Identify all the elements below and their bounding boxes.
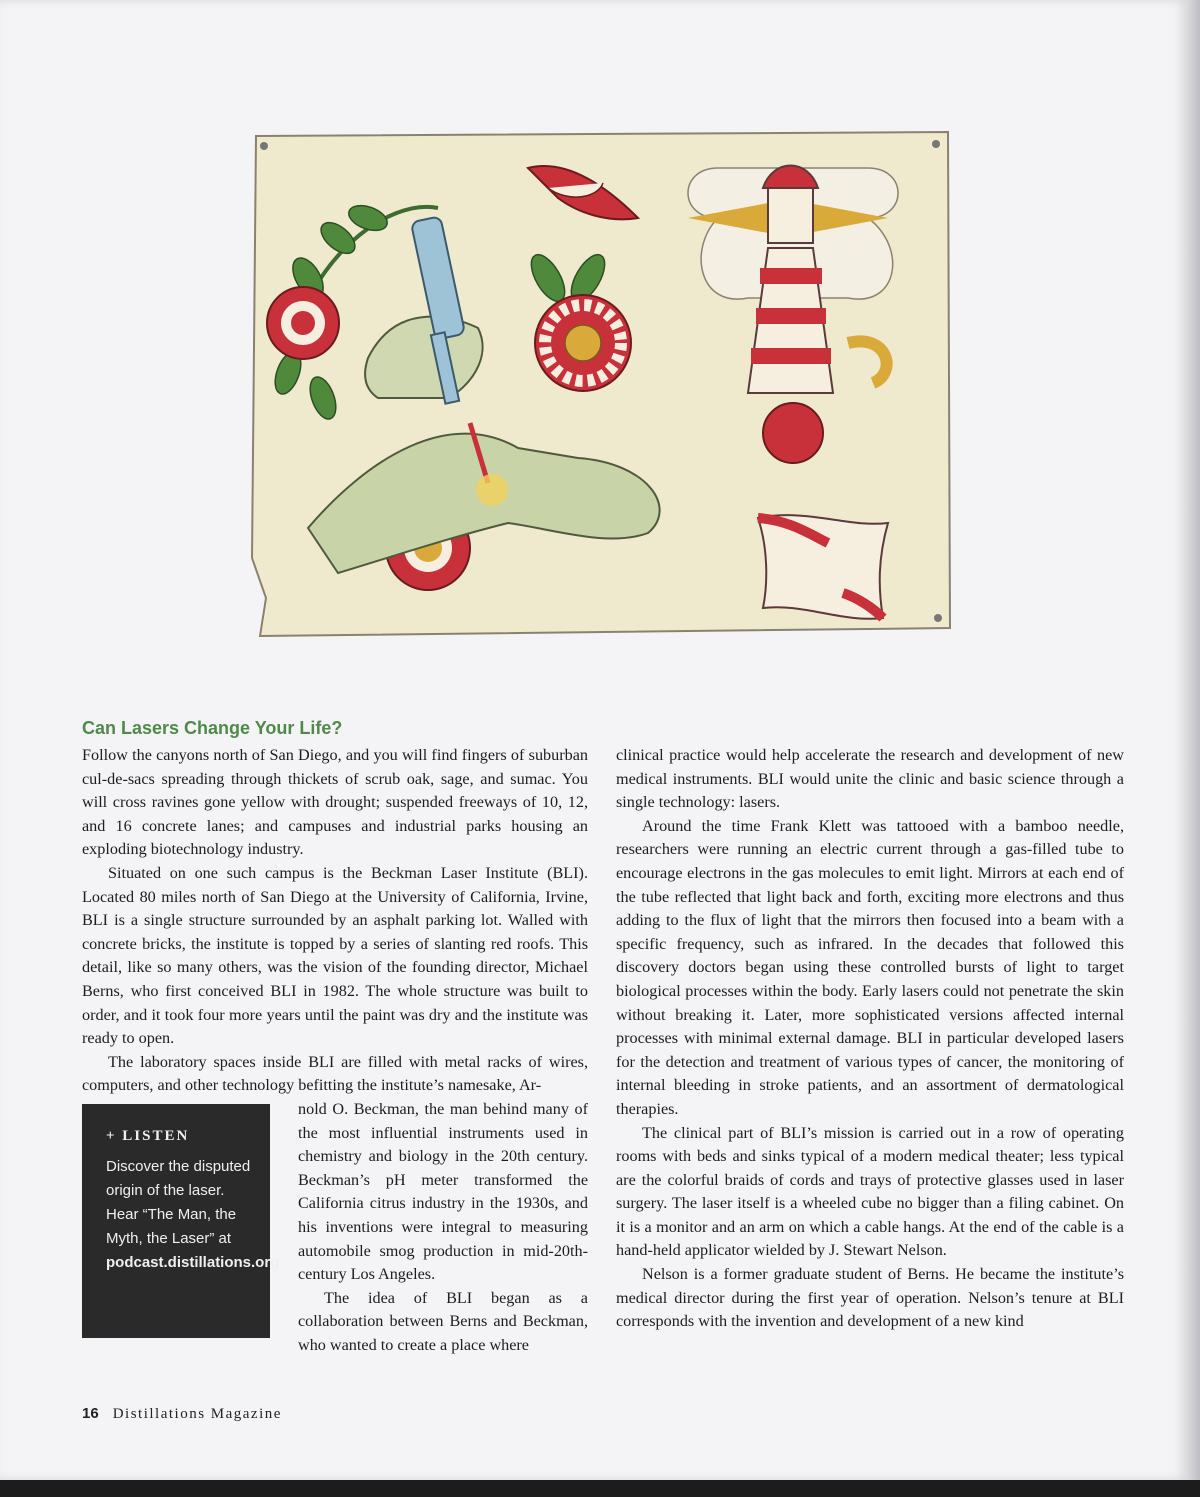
magazine-name: Distillations Magazine — [112, 1406, 282, 1422]
paragraph: Follow the canyons north of San Diego, and you will find fingers of suburban cul-de-sacs spreading through thickets of scrub oak, sage, and sumac. You will cross ravines gone yellow with drought; suspended freeways of 10, 12, and 16 concrete lanes; and campuses and industrial parks housing an exploding biotechnology industry. — [82, 746, 588, 859]
article-column-left — [82, 744, 588, 1098]
page-footer — [82, 1405, 282, 1423]
podcast-link[interactable]: podcast.distillations.org — [106, 1254, 280, 1271]
listen-text: Discover the disputed origin of the laser. Hear “The Man, the Myth, the Laser” at — [106, 1158, 251, 1247]
article-heading: Can Lasers Change Your Life? — [82, 718, 343, 738]
paragraph: Around the time Frank Klett was tattooed with a bamboo needle, researchers were running an electric current through a gas-filled tube to encourage electrons in the gas molecules to emit light. Mirrors at each end of the tube reflected that light back and forth, exciting more electrons and thus adding to the flux of light that the mirrors then focused into a beam with a specific frequency, such as infrared. In the decades that followed this discovery doctors began using these controlled bursts of light to target biological processes within the body. Early lasers could not penetrate the skin without breaking it. Later, more sophisticated versions affected internal processes with minimal external damage. BLI in particular developed lasers for the detection and treatment of various types of cancer, the monitoring of internal bleeding in stroke patients, and an assortment of dermatological therapies. — [616, 816, 1124, 1118]
left-flower — [267, 287, 339, 359]
paragraph: The idea of BLI began as a collaboration between Berns and Beckman, who wanted to create a place where — [298, 1288, 588, 1354]
paragraph: Nelson is a former graduate student of Berns. He became the institute’s medical director during the first year of operation. Nelson’s tenure at BLI corresponds with the invention and development of a new kind — [616, 1265, 1124, 1331]
page-edge — [1188, 0, 1200, 1497]
tattoo-flash-illustration — [248, 128, 956, 644]
scroll-banner — [758, 515, 888, 619]
listen-sidebar — [82, 1104, 284, 1338]
daisy-flower — [535, 295, 631, 391]
page-number: 16 — [82, 1405, 99, 1422]
article-column-left-narrow — [298, 1098, 588, 1358]
paragraph: The clinical part of BLI’s mission is carried out in a row of operating rooms with beds and sinks typical of a modern medical theater; less typical are the colorful braids of cords and trays of protective glasses used in laser surgery. The laser itself is a wheeled cube no bigger than a filing cabinet. On it is a monitor and an arm on which a cable hangs. At the end of the cable is a hand-held applicator wielded by J. Stewart Nelson. — [616, 1123, 1124, 1260]
listen-period: . — [279, 1254, 284, 1271]
paragraph: clinical practice would help accelerate the research and development of new medical instruments. BLI would unite the clinic and basic science through a single technology: lasers. — [616, 746, 1124, 812]
listen-body — [106, 1155, 284, 1275]
paragraph: nold O. Beckman, the man behind many of the most influential instruments used in chemistry and biology in the 20th century. Beckman’s pH meter transformed the California citrus industry in the 1930s, and his inventions were integral to measuring automobile smog production in mid-20th-century Los Angeles. — [298, 1100, 588, 1284]
listen-title: + LISTEN — [106, 1128, 190, 1144]
page-bottom-edge — [0, 1480, 1200, 1497]
paragraph: Situated on one such campus is the Beckman Laser Institute (BLI). Located 80 miles north of San Diego at the University of California, Irvine, BLI is a single structure surrounded by an asphalt parking lot. Walled with concrete bricks, the institute is topped by a series of slanting red roofs. This detail, like so many others, was the vision of the founding director, Michael Berns, who first conceived BLI in 1982. The whole structure was built to order, and it took four more years until the paint was dry and the institute was ready to open. — [82, 863, 588, 1048]
article-column-right — [616, 744, 1124, 1334]
paragraph: The laboratory spaces inside BLI are filled with metal racks of wires, computers, and other technology befitting the institute’s namesake, Ar- — [82, 1052, 588, 1095]
